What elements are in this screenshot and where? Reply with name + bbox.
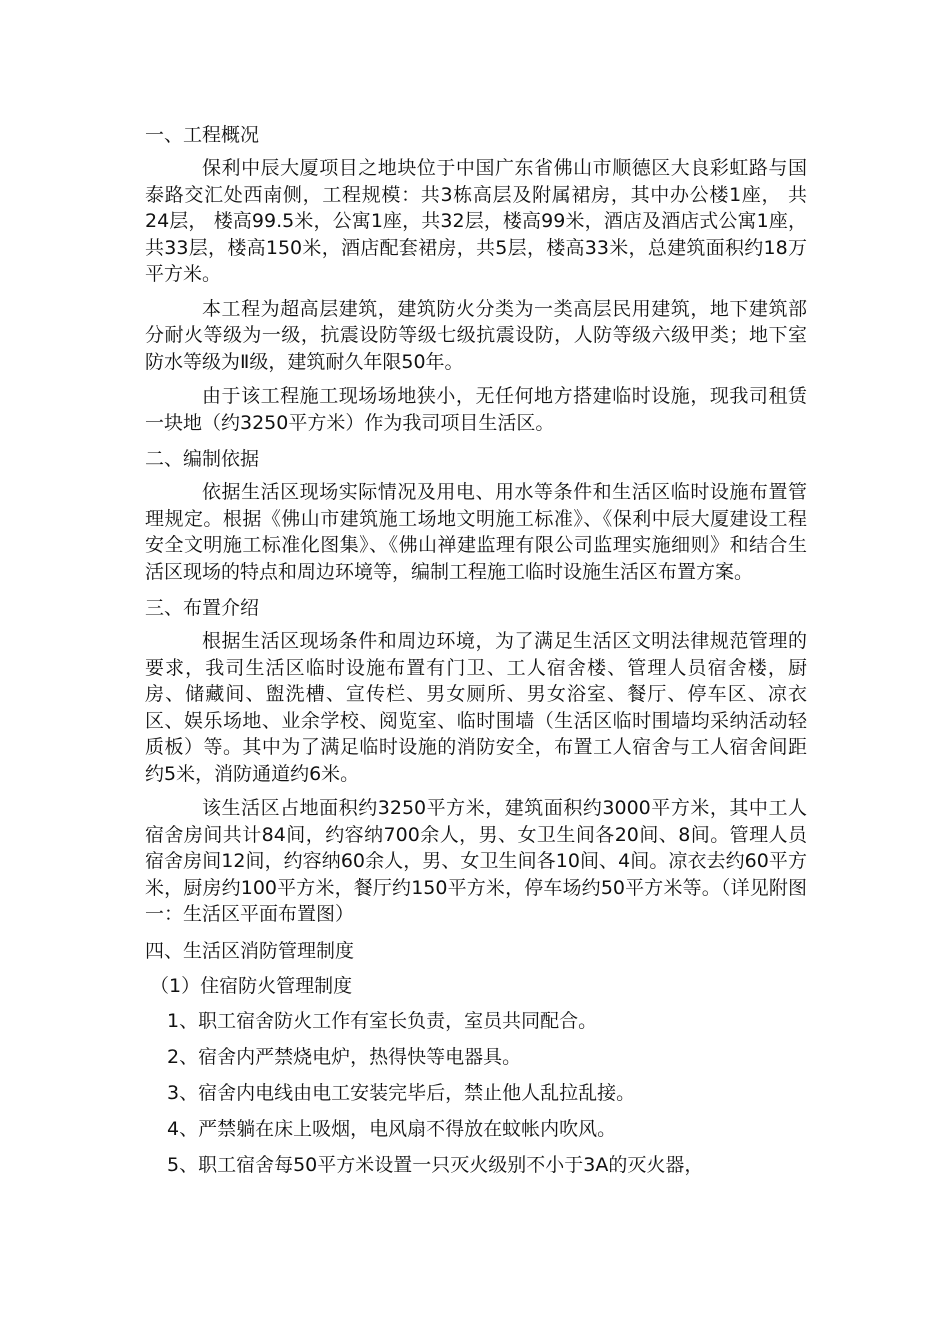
list-item: 3、宿舍内电线由电工安装完毕后，禁止他人乱拉乱接。	[167, 1081, 636, 1104]
paragraph-basis: 依据生活区现场实际情况及用电、用水等条件和生活区临时设施布置管理规定。根据《佛山市建筑施工场地文明施工标准》、《保利中辰大厦建设工程安全文明施工标准化图集》、《佛山禅建监理有限公司监理实施细则》和结合生活区现场的特点和周边环境等，编制工程施工临时设施生活区布置方案。	[145, 481, 807, 583]
section-heading-project-overview: 一、工程概况	[145, 124, 260, 146]
section-heading-layout: 三、布置介绍	[145, 597, 260, 619]
paragraph-building-classification: 本工程为超高层建筑，建筑防火分类为一类高层民用建筑，地下建筑部分耐火等级为一级，抗震设防等级七级抗震设防，人防等级六级甲类；地下室防水等级为Ⅱ级，建筑耐久年限50年。	[145, 297, 807, 373]
list-item: 1、职工宿舍防火工作有室长负责，室员共同配合。	[167, 1009, 598, 1032]
document-page	[145, 120, 807, 1186]
list-item: 2、宿舍内严禁烧电炉，热得快等电器具。	[167, 1045, 522, 1068]
paragraph-project-location: 保利中辰大厦项目之地块位于中国广东省佛山市顺德区大良彩虹路与国泰路交汇处西南侧，工程规模：共3栋高层及附属裙房，其中办公楼1座， 共24层， 楼高99.5米，公寓1座，共32层，楼高99米，酒店及酒店式公寓1座，共33层，楼高150米，酒店配套裙房，共5层，楼高33米，总建筑面积约18万平方米。	[145, 157, 807, 285]
paragraph-site-rental: 由于该工程施工现场场地狭小，无任何地方搭建临时设施，现我司租赁一块地（约3250平方米）作为我司项目生活区。	[145, 385, 807, 434]
list-item: 4、严禁躺在床上吸烟，电风扇不得放在蚊帐内吹风。	[167, 1117, 617, 1140]
paragraph-layout-areas: 该生活区占地面积约3250平方米，建筑面积约3000平方米，其中工人宿舍房间共计84间，约容纳700余人，男、女卫生间各20间、8间。管理人员宿舍房间12间，约容纳60余人，男、女卫生间各10间、4间。凉衣去约60平方米，厨房约100平方米，餐厅约150平方米，停车场约50平方米等。（详见附图一：生活区平面布置图）	[145, 797, 807, 925]
list-item: 5、职工宿舍每50平方米设置一只灭火级别不小于3A的灭火器，	[167, 1153, 704, 1176]
section-heading-basis: 二、编制依据	[145, 448, 260, 470]
paragraph-layout-facilities: 根据生活区现场条件和周边环境，为了满足生活区文明法律规范管理的要求，我司生活区临时设施布置有门卫、工人宿舍楼、管理人员宿舍楼，厨房、储藏间、盥洗槽、宣传栏、男女厕所、男女浴室、餐厅、停车区、凉衣区、娱乐场地、业余学校、阅览室、临时围墙（生活区临时围墙均采纳活动轻质板）等。其中为了满足临时设施的消防安全，布置工人宿舍与工人宿舍间距约5米，消防通道约6米。	[145, 630, 807, 785]
subheading-dorm-fire-rules: （1）住宿防火管理制度	[150, 974, 353, 997]
section-heading-fire-management: 四、生活区消防管理制度	[145, 939, 355, 962]
